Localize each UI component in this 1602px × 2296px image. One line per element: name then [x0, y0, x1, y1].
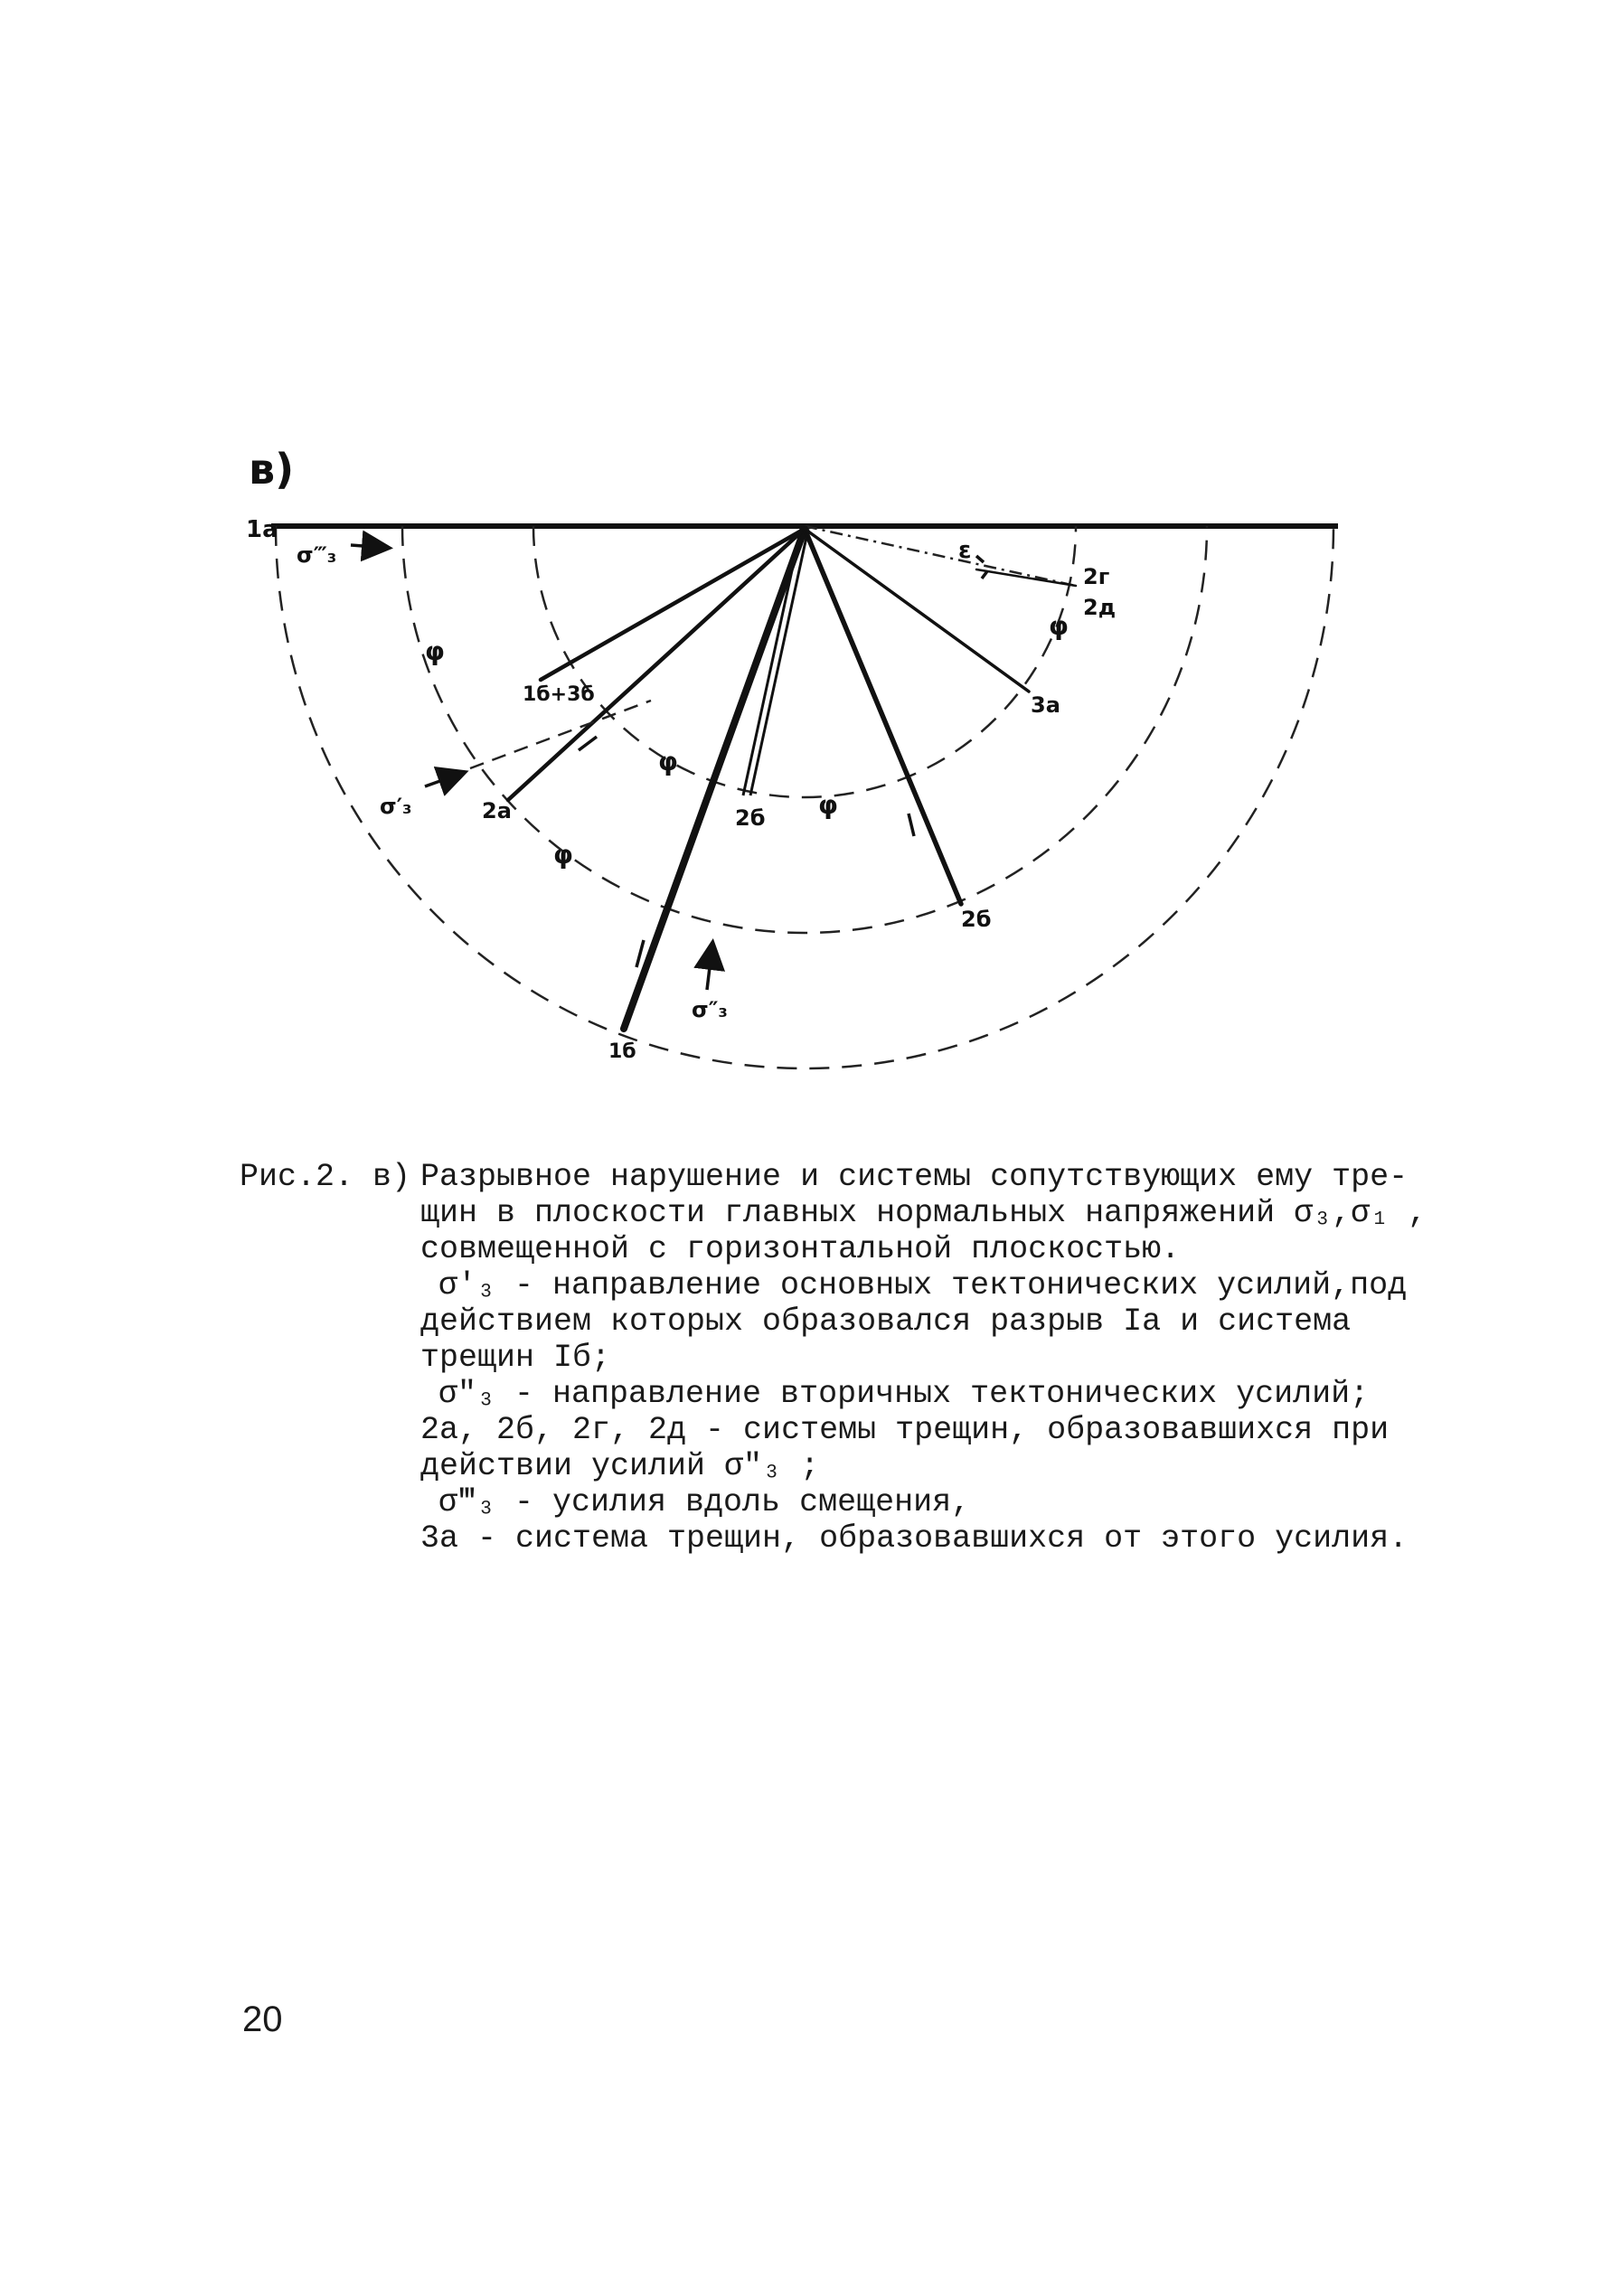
label-2d: 2д	[1083, 595, 1117, 620]
label-1b-3b: 1б+3б	[523, 683, 595, 706]
slip-arrow-5	[982, 571, 987, 579]
caption-line: действием которых образовался разрыв Iа и система	[420, 1303, 1352, 1340]
label-epsilon: ε	[958, 537, 972, 564]
label-phi-2: φ	[818, 790, 838, 820]
label-1b: 1б	[608, 1040, 636, 1063]
fracture-2a	[508, 529, 805, 800]
caption-line: 2а, 2б, 2г, 2д - системы трещин, образовавшихся при	[420, 1412, 1390, 1448]
sigma3-prime-arrow	[425, 773, 463, 786]
slip-arrow-1	[579, 737, 597, 750]
label-sigma3-double: σ″₃	[692, 997, 728, 1022]
caption-line: σ‴₃ - усилия вдоль смещения,	[438, 1484, 971, 1520]
sigma3-prime-guide	[470, 701, 651, 768]
label-sigma3-triple: σ‴₃	[297, 542, 337, 568]
slip-arrow-4	[976, 556, 984, 562]
label-phi-1: φ	[658, 747, 678, 776]
panel-label: в)	[249, 445, 295, 494]
page-number: 20	[242, 2000, 283, 2039]
fracture-1b-3b	[541, 529, 805, 680]
label-3a: 3а	[1031, 692, 1060, 718]
caption-text	[420, 1159, 1428, 1557]
fracture-2b-inner-a	[743, 529, 801, 795]
fracture-1b	[624, 529, 805, 1029]
label-1a: 1а	[246, 516, 278, 543]
caption-line: совмещенной с горизонтальной плоскостью.	[420, 1231, 1181, 1267]
caption-line: действии усилий σ″₃ ;	[420, 1448, 820, 1484]
caption-line: Разрывное нарушение и системы сопутствующих ему тре-	[420, 1159, 1409, 1195]
label-2g: 2г	[1083, 564, 1110, 589]
label-2b-outer: 2б	[961, 907, 992, 932]
fracture-2g-2d	[976, 569, 1076, 586]
caption-label: Рис.2. в)	[240, 1159, 411, 1195]
caption-line: σ″₃ - направление вторичных тектонических усилий;	[438, 1376, 1370, 1412]
caption-line: щин в плоскости главных нормальных напряжений σ₃,σ₁ ,	[420, 1195, 1428, 1231]
label-phi-4: φ	[425, 636, 445, 666]
caption-line: σ′₃ - направление основных тектонических усилий,под	[438, 1267, 1408, 1303]
label-2b-inner: 2б	[735, 805, 766, 831]
sigma3-double-arrow	[707, 945, 712, 990]
label-sigma3-prime: σ′₃	[380, 794, 412, 819]
epsilon-line	[805, 526, 1076, 586]
slip-arrow-2	[636, 940, 644, 967]
caption-line: трещин Iб;	[420, 1340, 611, 1376]
slip-arrow-3	[909, 814, 914, 836]
label-2a: 2а	[482, 798, 512, 823]
label-phi-5: φ	[1049, 611, 1069, 641]
label-phi-3: φ	[553, 840, 573, 870]
sigma3-triple-arrow	[351, 545, 387, 548]
caption-line: 3а - система трещин, образовавшихся от этого усилия.	[420, 1520, 1409, 1557]
